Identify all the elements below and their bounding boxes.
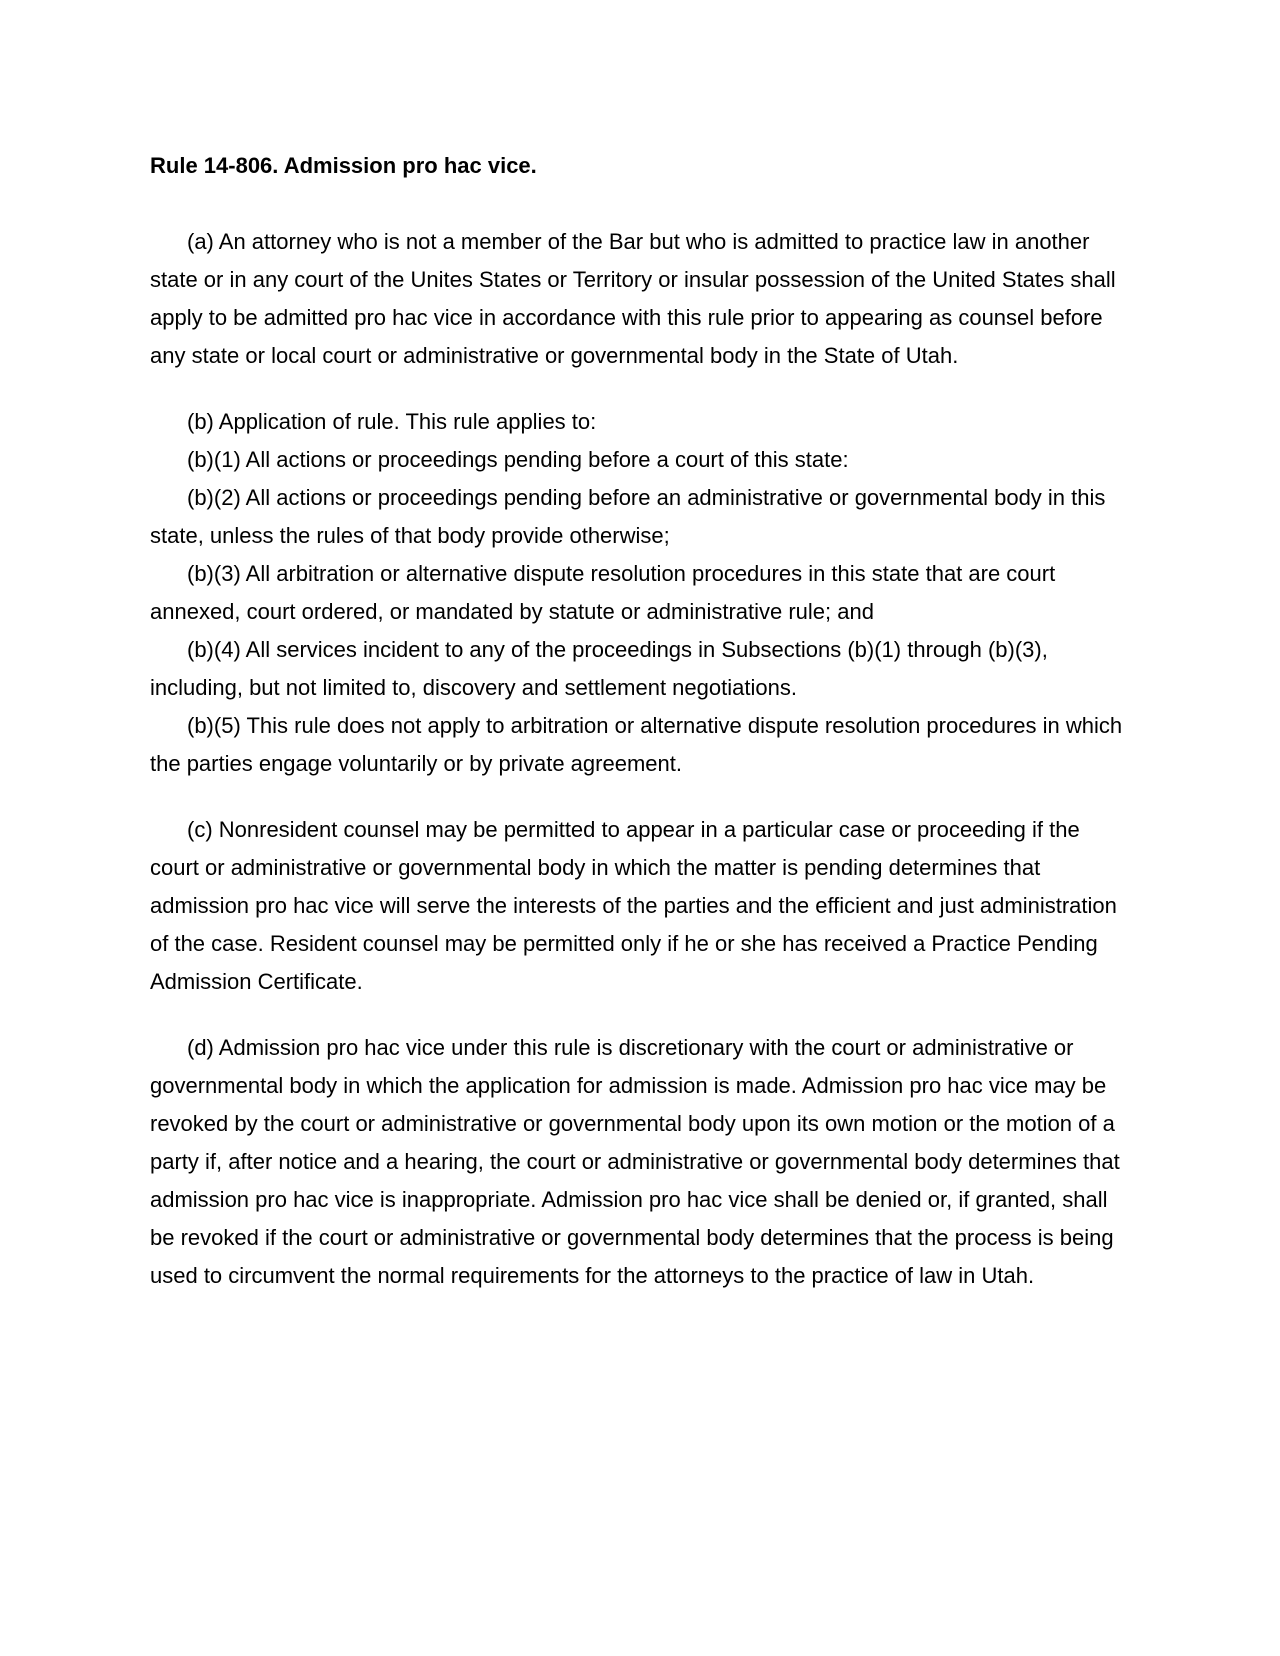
spacer	[150, 185, 1125, 223]
section-d: (d) Admission pro hac vice under this rule is discretionary with the court or administrative or governmental body in which the application for admission is made. Admission pro hac vice may be revoked by the court or administrative or governmental body upon its own motion or the motion of a party if, after notice and a hearing, the court or administrative or governmental body determines that admission pro hac vice is inappropriate. Admission pro hac vice shall be denied or, if granted, shall be revoked if the court or administrative or governmental body determines that the process is being used to circumvent the normal requirements for the attorneys to the practice of law in Utah.	[150, 1035, 1120, 1288]
section-b4: (b)(4) All services incident to any of the proceedings in Subsections (b)(1) through (b)(3), including, but not limited to, discovery and settlement negotiations.	[150, 637, 1048, 700]
spacer	[150, 783, 1125, 811]
spacer	[150, 375, 1125, 403]
section-b: (b) Application of rule. This rule applies to:	[187, 409, 597, 434]
spacer	[150, 1001, 1125, 1029]
section-c: (c) Nonresident counsel may be permitted to appear in a particular case or proceeding if the court or administrative or governmental body in which the matter is pending determines that admission pro hac vice will serve the interests of the parties and the efficient and just administration of the case. Resident counsel may be permitted only if he or she has received a Practice Pending Admission Certificate.	[150, 817, 1117, 994]
rule-title: Rule 14-806. Admission pro hac vice.	[150, 153, 537, 178]
section-b3: (b)(3) All arbitration or alternative dispute resolution procedures in this state that are court annexed, court ordered, or mandated by statute or administrative rule; and	[150, 561, 1056, 624]
section-b1: (b)(1) All actions or proceedings pending before a court of this state:	[187, 447, 849, 472]
document-page	[150, 147, 1125, 1295]
section-b5: (b)(5) This rule does not apply to arbitration or alternative dispute resolution procedures in which the parties engage voluntarily or by private agreement.	[150, 713, 1123, 776]
section-a: (a) An attorney who is not a member of the Bar but who is admitted to practice law in another state or in any court of the Unites States or Territory or insular possession of the United States shall apply to be admitted pro hac vice in accordance with this rule prior to appearing as counsel before any state or local court or administrative or governmental body in the State of Utah.	[150, 229, 1116, 368]
section-b2: (b)(2) All actions or proceedings pending before an administrative or governmental body in this state, unless the rules of that body provide otherwise;	[150, 485, 1106, 548]
